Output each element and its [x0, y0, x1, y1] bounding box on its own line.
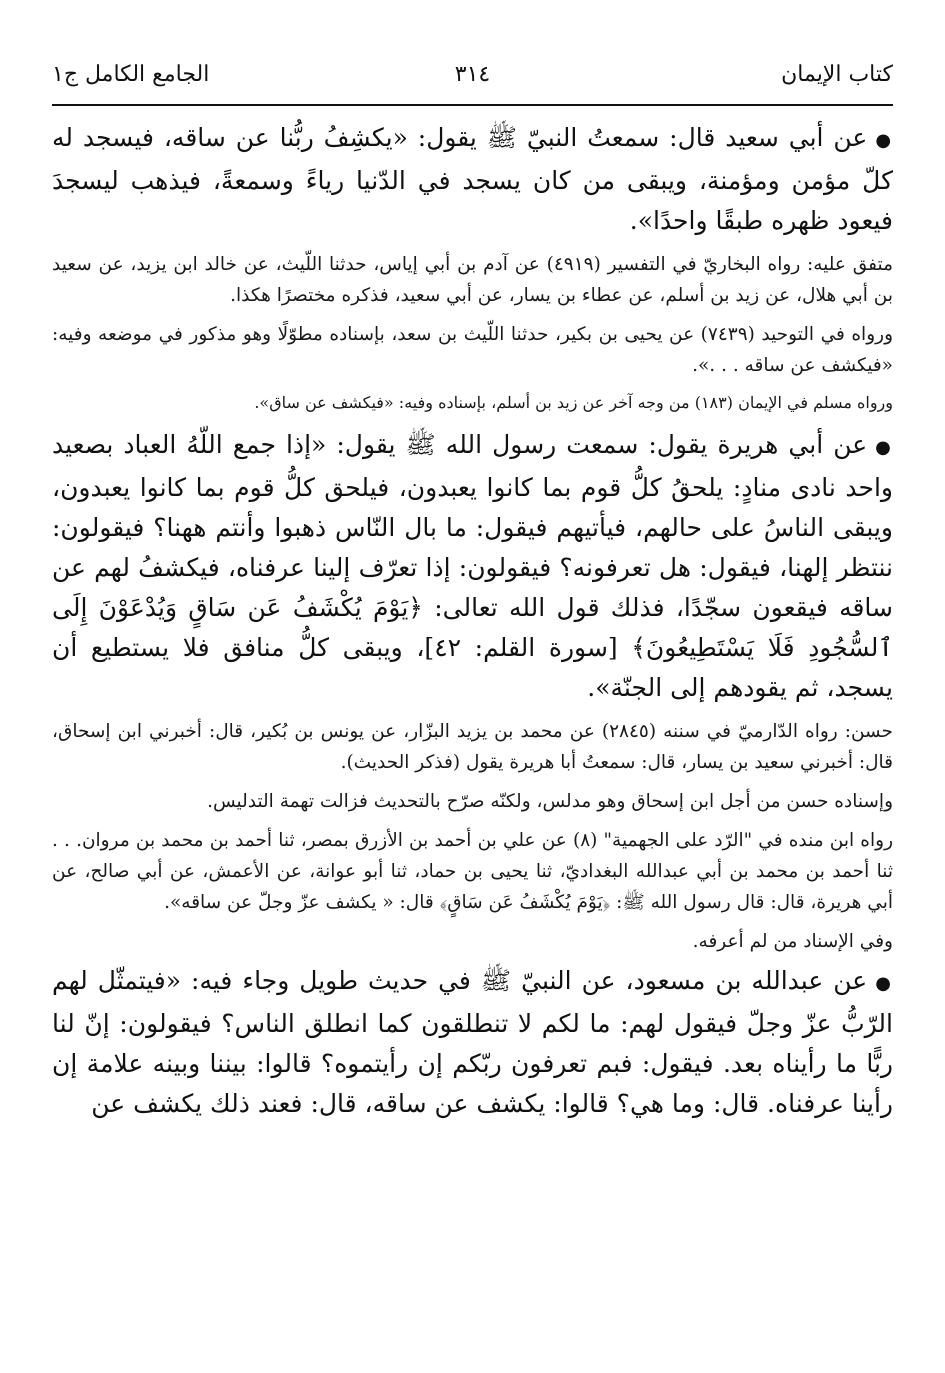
hadith-text: عن أبي سعيد قال: سمعتُ النبيّ ﷺ يقول: «يكشِفُ ربُّنا عن ساقه، فيسجد له كلّ مؤمن ومؤمنة، ويبقى من كان يسجد في الدّنيا رياءً وسمعةً، فيذهب ليسجدَ فيعود ظهره طبقًا واحدًا». — [52, 123, 893, 235]
takhrij-note: وفي الإسناد من لم أعرفه. — [692, 931, 893, 952]
takhrij-note: وإسناده حسن من أجل ابن إسحاق وهو مدلس، ولكنّه صرّح بالتحديث فزالت تهمة التدليس. — [207, 791, 893, 812]
hadith-paragraph — [52, 425, 893, 708]
book-title: كتاب الإيمان — [781, 61, 893, 87]
hadith-text: عن أبي هريرة يقول: سمعت رسول الله ﷺ يقول: «إذا جمع اللّهُ العباد بصعيد واحد نادى منادٍ: يلحقُ كلُّ قوم بما كانوا يعبدون، فيلحق كلُّ قوم بما كانوا يعبدون، ويبقى الناسُ على حالهم، فيأتيهم فيقول: ما بال النّاس ذهبوا وأنتم ههنا؟ فيقولون: ننتظر إلهنا، فيقول: هل تعرفونه؟ فيقولون: إذا تعرّف إلينا عرفناه، فيكشفُ لهم عن ساقه فيقعون سجّدًا، فذلك قول الله تعالى: ﴿يَوْمَ يُكْشَفُ عَن سَاقٍ وَيُدْعَوْنَ إِلَى ٱلسُّجُودِ فَلَا يَسْتَطِيعُونَ﴾ [سورة القلم: ٤٢]، ويبقى كلُّ منافق فلا يستطيع أن يسجد، ثم يقودهم إلى الجنّة». — [52, 430, 893, 702]
takhrij-note: حسن: رواه الدّارميّ في سننه (٢٨٤٥) عن محمد بن يزيد البزّار، عن يونس بن بُكير، قال: أخبرني ابن إسحاق، قال: أخبرني سعيد بن يسار، قال: سمعتُ أبا هريرة يقول (فذكر الحديث). — [52, 721, 893, 773]
header-rule — [52, 104, 893, 106]
takhrij-note: رواه ابن منده في "الرّد على الجهمية" (٨) عن علي بن أحمد بن الأزرق بمصر، ثنا أحمد بن محمد بن مروان. . . ثنا أحمد بن محمد بن أبي عبدالله البغداديّ، ثنا يحيى بن حماد، ثنا أبو عوانة، عن الأعمش، عن أبي صالح، عن أبي هريرة، قال: قال رسول الله ﷺ: ﴿يَوْمَ يُكْشَفُ عَن سَاقٍ﴾ قال: « يكشف عزّ وجلّ عن ساقه». — [52, 830, 893, 913]
bullet-icon: ● — [875, 973, 893, 994]
volume-title: الجامع الكامل ج١ — [52, 61, 210, 87]
hadith-paragraph — [52, 961, 893, 1124]
takhrij-note: ورواه مسلم في الإيمان (١٨٣) من وجه آخر عن زيد بن أسلم، بإسناده وفيه: «فيكشف عن ساق». — [254, 393, 893, 412]
bullet-icon: ● — [875, 130, 893, 151]
hadith-paragraph — [52, 118, 893, 241]
takhrij-note: متفق عليه: رواه البخاريّ في التفسير (٤٩١٩) عن آدم بن أبي إياس، حدثنا اللّيث، عن خالد ابن يزيد، عن سعيد بن أبي هلال، عن زيد بن أسلم، عن عطاء بن يسار، عن أبي سعيد، فذكره مختصرًا هكذا. — [52, 254, 893, 306]
hadith-text: عن عبدالله بن مسعود، عن النبيّ ﷺ في حديث طويل وجاء فيه: «فيتمثّل لهم الرّبُّ عزّ وجلّ فيقول لهم: ما لكم لا تنطلقون كما انطلق الناس؟ فيقولون: إنّ لنا ربًّا ما رأيناه بعد. فيقول: فبم تعرفون ربّكم إن رأيتموه؟ قالوا: بيننا وبينه علامة إن رأينا عرفناه. قال: وما هي؟ قالوا: يكشف عن ساقه، قال: فعند ذلك يكشف عن — [52, 966, 893, 1118]
takhrij-note: ورواه في التوحيد (٧٤٣٩) عن يحيى بن بكير، حدثنا اللّيث بن سعد، بإسناده مطوّلًا وهو مذكور في موضعه وفيه: «فيكشف عن ساقه . . .». — [52, 324, 894, 376]
page-body — [52, 118, 893, 1132]
page-number: ٣١٤ — [454, 61, 491, 87]
bullet-icon: ● — [875, 437, 893, 458]
running-header — [52, 52, 893, 96]
